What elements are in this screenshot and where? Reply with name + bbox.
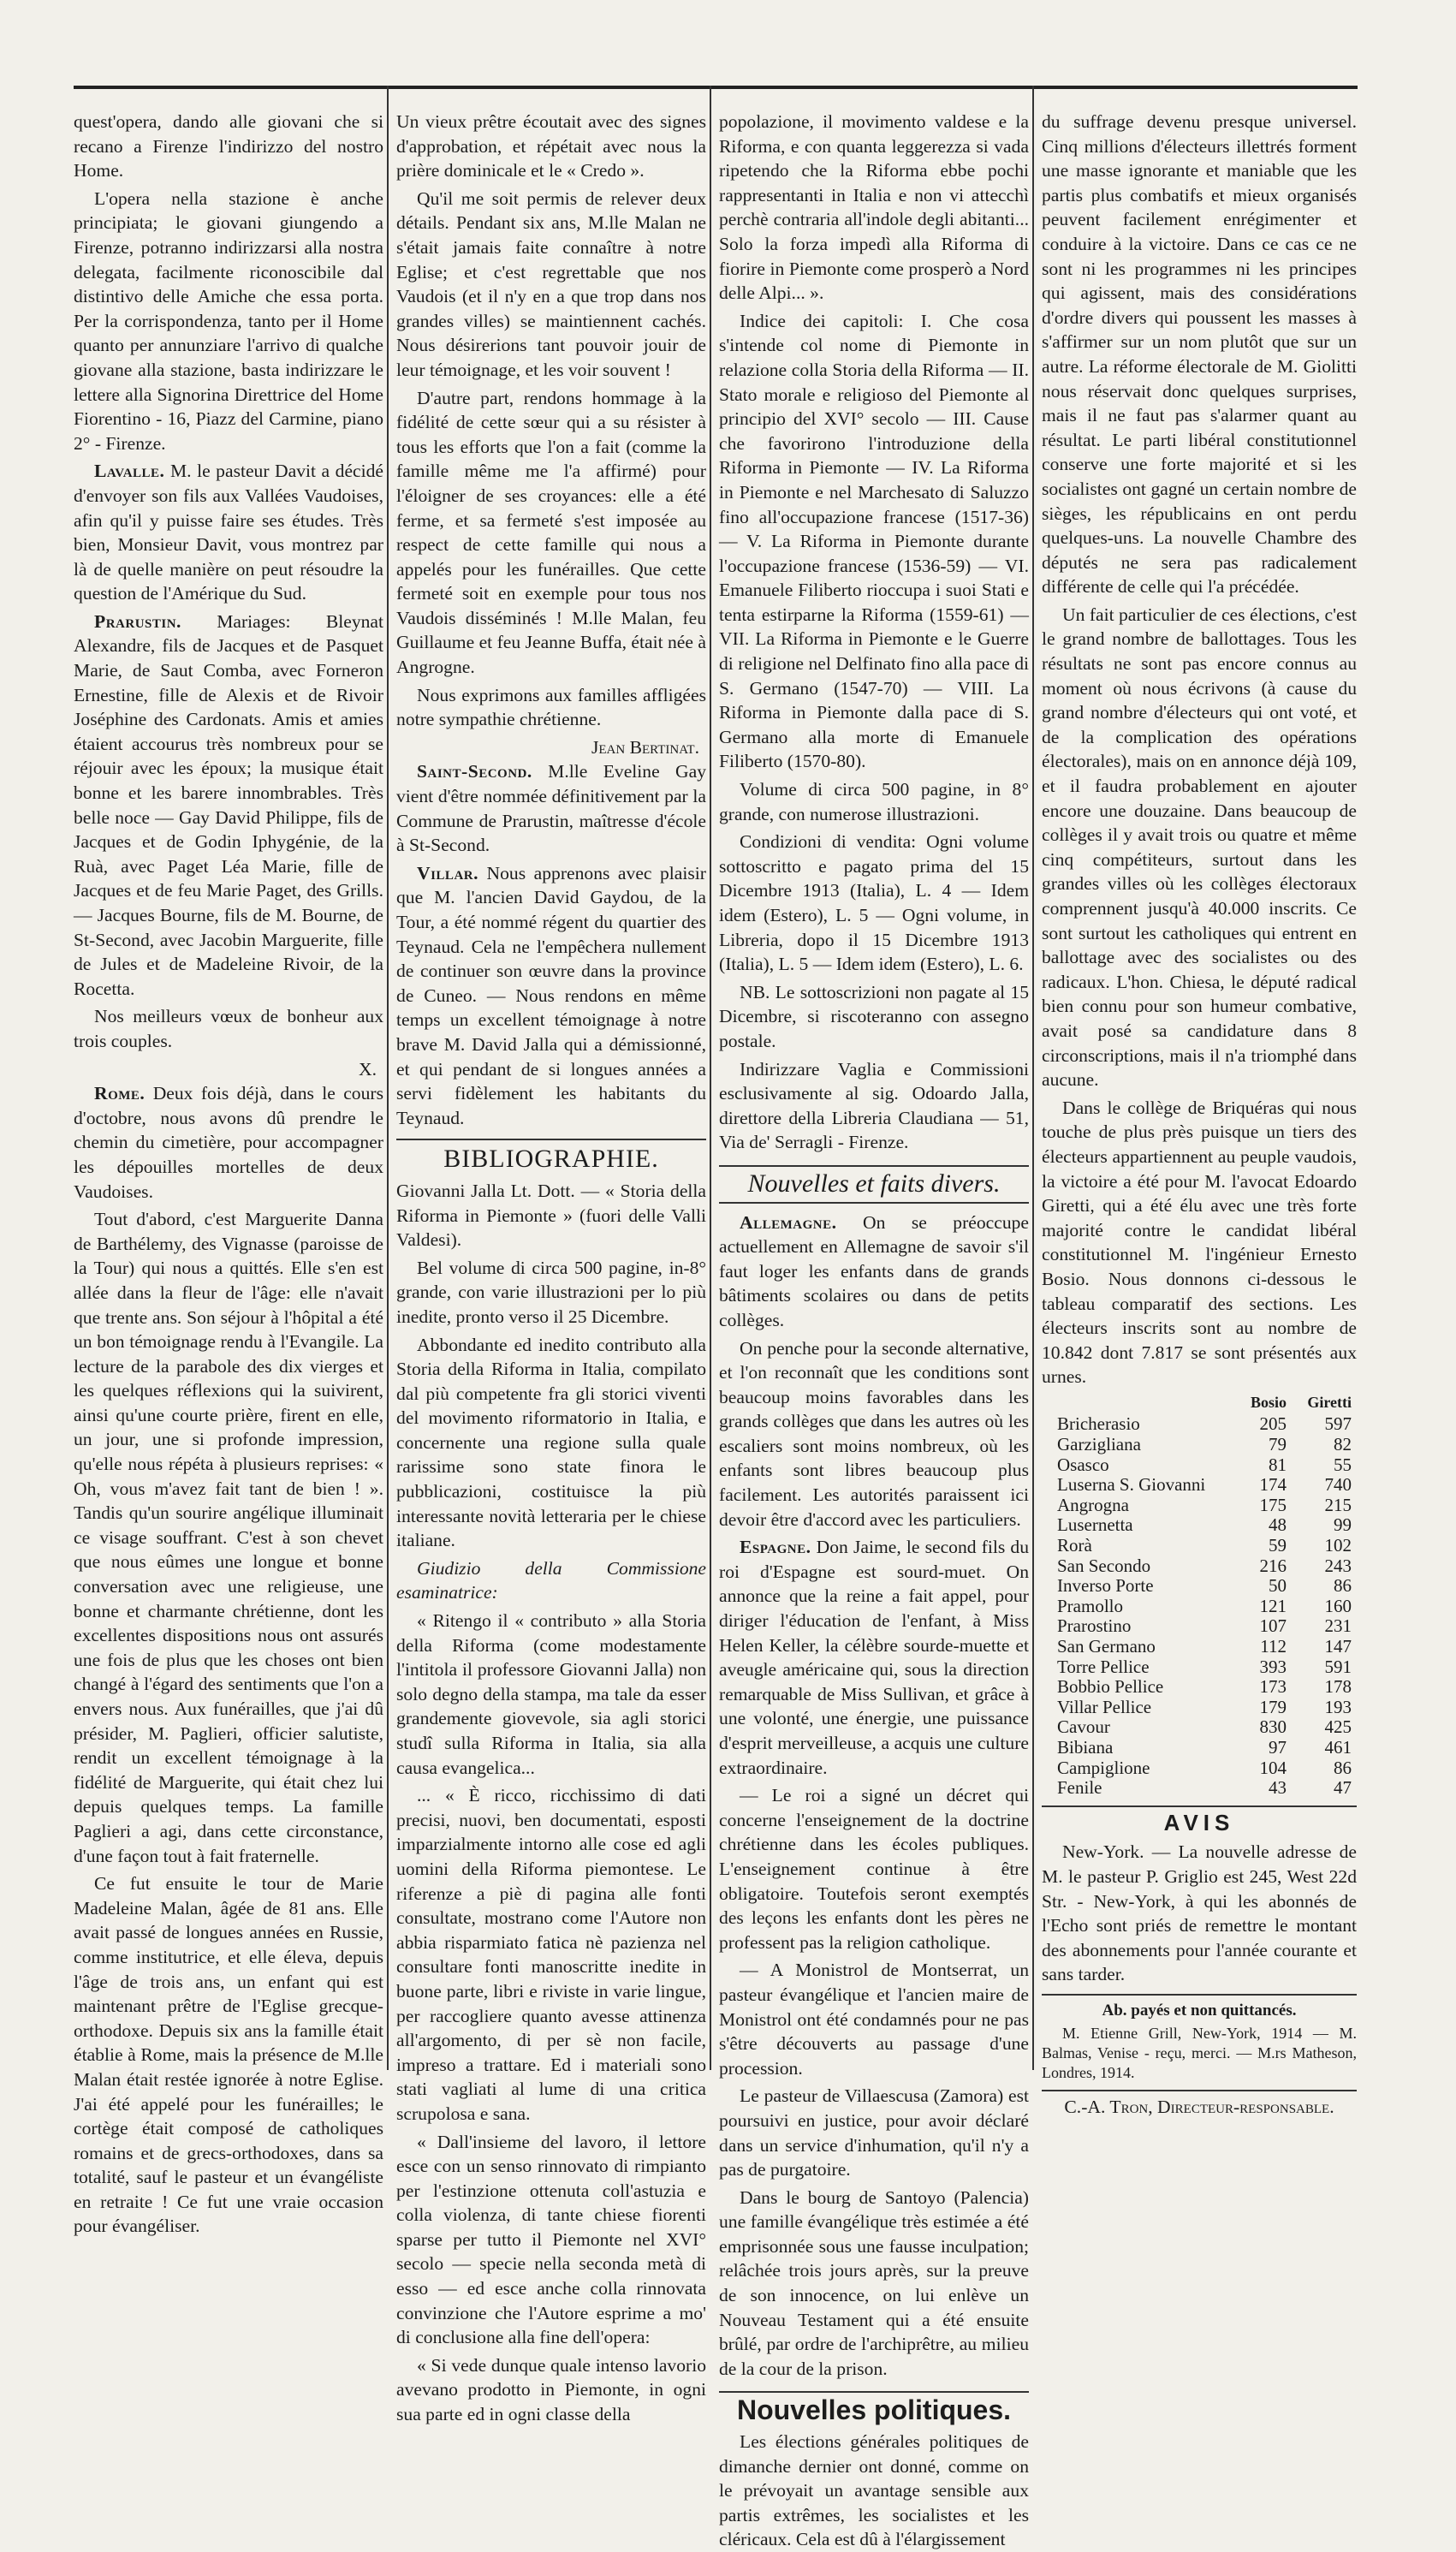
row-giretti: 597: [1324, 1413, 1352, 1435]
row-giretti: 82: [1334, 1434, 1352, 1455]
item-text: Don Jaime, le second fils du roi d'Espagne est sourd-muet. On annonce que la reine a fait appel, pour diriger l'éducation de l'enfant, à Miss Helen Keller, la célèbre sourde-muette et aveugle américaine qui, sous la direction remarquable de Miss Sullivan, et grâce à une volonté, une énergie, une puissance d'esprit merveilleuse, a acquis une culture extraordinaire.: [719, 1537, 1029, 1778]
row-giretti: 231: [1324, 1615, 1352, 1637]
paragraph: Giudizio della Commissione esaminatrice:: [396, 1557, 706, 1603]
table-row: [1042, 1637, 1357, 1657]
paragraph: Les élections générales politiques de dimanche dernier ont donné, comme on le prévoyait un avantage sensible aux partis extrêmes, les socialistes et les cléricaux. Cela est dû à l'élargissement: [719, 2431, 1029, 2550]
paragraph: NB. Le sottoscrizioni non pagate al 15 Dicembre, si riscoteranno con assegno postale.: [719, 981, 1029, 1051]
row-bosio: 216: [1259, 1555, 1287, 1576]
row-place: Osasco: [1057, 1454, 1109, 1475]
header-place: [1042, 1393, 1227, 1415]
row-place: Bibiana: [1057, 1736, 1114, 1758]
table-row: [1042, 1414, 1357, 1435]
row-giretti: 740: [1324, 1474, 1352, 1496]
paragraph: « Si vede dunque quale intenso lavorio avevano prodotto in Piemonte, in ogni sua parte ed in ogni classe della: [396, 2354, 706, 2425]
paragraph: Dans le collège de Briquéras qui nous touche de plus près puisque un tiers des électeurs appartiennent au peuple vaudois, la victoire a été pour M. l'avocat Edoardo Giretti, qui a été élu avec une très forte majorité contre le candidat libéral constitutionnel M. l'ingénieur Ernesto Bosio. Nous donnons ci-dessous le tableau comparatif des sections. Les électeurs inscrits sont au nombre de 10.842 dont 7.817 se sont présentés aux urnes.: [1042, 1097, 1357, 1388]
table-row: [1042, 1758, 1357, 1779]
credits-heading: Ab. payés et non quittancés.: [1042, 1994, 1357, 2024]
paragraph: « Ritengo il « contributo » alla Storia della Riforma (come modestamente l'intitola il professore Giovanni Jalla) non solo degno della stampa, ma tale da esser grandemente giovevole, sia agli storici studî sulla Riforma in Italia, sia alla causa evangelica...: [396, 1610, 706, 1778]
column-divider: [710, 86, 711, 2070]
paragraph: — A Monistrol de Montserrat, un pasteur évangélique et l'ancien maire de Monistrol ont été condamnés pour ne pas s'être découverts au passage d'une procession.: [719, 1960, 1029, 2079]
row-bosio: 79: [1269, 1434, 1287, 1455]
table-row: [1042, 1698, 1357, 1718]
header-giretti: Giretti: [1307, 1393, 1352, 1411]
item-lead: Villar.: [417, 862, 479, 883]
top-rule: [74, 86, 1358, 89]
row-giretti: 47: [1334, 1777, 1352, 1799]
column-divider: [1032, 86, 1034, 2070]
item-text: M. le pasteur Davit a décidé d'envoyer son fils aux Vallées Vaudoises, afin qu'il y puisse faire ses études. Très bien, Monsieur Davit, vous montrez par là de quelle manière on peut résoudre la question de l'Amérique du Sud.: [74, 461, 383, 604]
paragraph: L'opera nella stazione è anche principiata; le giovani giungendo a Firenze, potranno indirizzarsi alla nostra delegata, facilmente riconoscibile dal distintivo delle Amiche che essa porta. Per la corrispondenza, tanto per il Home quanto per annunziare l'arrivo di qualche giovane alla stazione, basta indirizzare le lettere alla Signorina Direttrice del Home Fiorentino - 16, Piazz del Carmine, piano 2° - Firenze.: [74, 187, 383, 454]
paragraph: Indirizzare Vaglia e Commissioni esclusivamente al sig. Odoardo Jalla, direttore della Libreria Claudiana — 51, Via de' Serragli - Firenze.: [719, 1058, 1029, 1153]
paragraph: Giovanni Jalla Lt. Dott. — « Storia della Riforma in Piemonte » (fuori delle Valli Valdesi).: [396, 1180, 706, 1251]
row-bosio: 179: [1259, 1696, 1287, 1717]
news-item-villar: [396, 861, 706, 1131]
paragraph: Un vieux prêtre écoutait avec des signes d'approbation, et répétait avec nous la prière dominicale et le « Credo ».: [396, 111, 706, 181]
item-text: Mariages: Bleynat Alexandre, fils de Jacques et de Pasquet Marie, de Saut Comba, avec Forneron Ernestine, fille de Alexis et de Rivoir Joséphine des Cardonats. Amis et amies étaient accourus très nombreux pour se réjouir avec les époux; la musique était bonne et les barere innombrables. Très belle noce — Gay David Philippe, fils de Jacques et de Godin Iphygénie, de la Ruà, avec Paget Léa Marie, fille de Jacques et de feu Marie Paget, des Grills. — Jacques Bourne, fils de M. Bourne, de St-Second, avec Jacobin Marguerite, fille de Jules et de Madeleine Rivoir, de la Rocetta.: [74, 610, 383, 999]
paragraph: Indice dei capitoli: I. Che cosa s'intende col nome di Piemonte in relazione colla Storia della Riforma — II. Stato morale e religioso del Piemonte al principio del XVI° secolo — III. Cause che favorirono l'introduzione della Riforma in Piemonte — IV. La Riforma in Piemonte e nel Marchesato di Saluzzo fino all'occupazione francese (1517-36) — V. La Riforma in Piemonte durante l'occupazione francese (1536-59) — VI. Emanuele Filiberto rioccupa i suoi Stati e tenta estirparne la Riforma (1559-61) — VII. La Riforma in Piemonte e le Guerre di religione nel Delfinato fino alla pace di S. Germano (1547-70) — VIII. La Riforma in Piemonte dalla pace di S. Germano alla morte di Emanuele Filiberto (1570-80).: [719, 310, 1029, 772]
column-2: [396, 110, 706, 2425]
row-giretti: 86: [1334, 1575, 1352, 1597]
news-item-espagne: [719, 1535, 1029, 1780]
item-lead: Prarustin.: [94, 610, 181, 632]
row-place: Angrogna: [1057, 1494, 1129, 1515]
paragraph: — Le roi a signé un décret qui concerne l'enseignement de la doctrine chrétienne dans les écoles publiques. L'enseignement continue à être obligatoire. Toutefois seront exemptés des leçons les enfants dont les pères ne professent pas la religion catholique.: [719, 1785, 1029, 1953]
paragraph: du suffrage devenu presque universel. Cinq millions d'électeurs illettrés forment une masse ignorante et maniable que les partis plus combatifs et mieux organisés peuvent facilement enrégimenter et conduire à la victoire. Dans ce cas ce ne sont ni les programmes ni les principes qui agissent, mais des considérations d'ordre divers qui poussent les masses à s'affirmer sur un nom plutôt que sur un autre. La réforme électorale de M. Giolitti nous réservait donc quelques surprises, mais il ne faut pas s'alarmer quant au résultat. Le parti libéral constitutionnel conserve une forte majorité et si les socialistes ont gagné un certain nombre de sièges, les républicains en ont perdu quelques-uns. La nouvelle Chambre des députés ne sera pas radicalement différente de celle qui l'a précédée.: [1042, 111, 1357, 598]
row-place: Fenile: [1057, 1777, 1102, 1799]
paragraph: New-York. — La nouvelle adresse de M. le pasteur P. Griglio est 245, West 22d Str. - New-York, à qui les abonnés de l'Echo sont priés de remettre le montant des abonnements pour l'année courante et sans tarder.: [1042, 1841, 1357, 1985]
row-place: Bobbio Pellice: [1057, 1676, 1164, 1698]
row-giretti: 160: [1324, 1595, 1352, 1616]
item-text: Nous apprenons avec plaisir que M. l'ancien David Gaydou, de la Tour, a été nommé régent du quartier des Teynaud. Cela ne l'empêchera nullement de continuer son œuvre dans la province de Cuneo. — Nous rendons en même temps un excellent témoignage à notre brave M. David Jalla qui a démissionné, et qui pendant de si longues années a servi fidèlement les habitants du Teynaud.: [396, 862, 706, 1128]
row-place: Inverso Porte: [1057, 1575, 1154, 1597]
paragraph: quest'opera, dando alle giovani che si recano a Firenze l'indirizzo del nostro Home.: [74, 111, 383, 181]
row-giretti: 215: [1324, 1494, 1352, 1515]
row-bosio: 175: [1259, 1494, 1287, 1515]
table-row: [1042, 1455, 1357, 1476]
section-heading-nouvelles: Nouvelles et faits divers.: [719, 1165, 1029, 1204]
row-place: Villar Pellice: [1057, 1696, 1152, 1717]
row-place: Garzigliana: [1057, 1434, 1141, 1455]
column-divider: [387, 86, 389, 2070]
table-row: [1042, 1475, 1357, 1496]
row-giretti: 86: [1334, 1757, 1352, 1778]
row-giretti: 102: [1324, 1535, 1352, 1556]
table-row: [1042, 1536, 1357, 1556]
news-item-allemagne: [719, 1211, 1029, 1333]
row-giretti: 243: [1324, 1555, 1352, 1576]
table-row: [1042, 1738, 1357, 1758]
paragraph: Nos meilleurs vœux de bonheur aux trois couples.: [74, 1006, 383, 1051]
paragraph: Le pasteur de Villaescusa (Zamora) est poursuivi en justice, pour avoir déclaré dans un service d'inhumation, qu'il n'y a pas de purgatoire.: [719, 2085, 1029, 2180]
row-giretti: 193: [1324, 1696, 1352, 1717]
row-giretti: 99: [1334, 1514, 1352, 1536]
table-row: [1042, 1576, 1357, 1597]
paragraph: popolazione, il movimento valdese e la Riforma, e con quanta leggerezza si vada ripetendo che la Riforma ebbe pochi rappresentanti in Italia e non vi attecchì perchè contraria all'indole degli abitanti... Solo la forza impedì alla Riforma di fiorire in Piemonte come prosperò a Nord delle Alpi... ».: [719, 111, 1029, 304]
row-place: Prarostino: [1057, 1615, 1132, 1637]
paragraph: Un fait particulier de ces élections, c'est le grand nombre de ballottages. Tous les résultats ne sont pas encore connus au moment où nous écrivons (à cause du grand nombre d'électeurs qui ont voté, et de la complication des opérations électorales), mais on en annonce déjà 109, et il faudra probablement en ajouter encore une douzaine. Dans beaucoup de collèges il y avait trois ou quatre et même cinq compétiteurs, surtout dans les grandes villes où les collèges électoraux comprennent jusqu'à 40.000 inscrits. Ce sont surtout les catholiques qui entrent en ballottage avec des socialistes ou des radicaux. L'hon. Chiesa, le député radical bien connu pour son humeur combative, avait posé sa candidature dans 8 circonscriptions, mais il n'a triomphé dans aucune.: [1042, 604, 1357, 1091]
row-giretti: 178: [1324, 1676, 1352, 1698]
table-row: [1042, 1657, 1357, 1678]
row-bosio: 393: [1259, 1656, 1287, 1677]
table-row: [1042, 1778, 1357, 1799]
row-place: San Germano: [1057, 1636, 1156, 1657]
item-text: Deux fois déjà, dans le cours d'octobre, nous avons dû prendre le chemin du cimetière, pour accompagner les dépouilles mortelles de deux Vaudoises.: [74, 1083, 383, 1202]
signature: X.: [359, 1058, 377, 1080]
row-place: Lusernetta: [1057, 1514, 1133, 1536]
table-row: [1042, 1677, 1357, 1698]
paragraph: Abbondante ed inedito contributo alla Storia della Riforma in Italia, compilato dal più competente fra gli storici viventi del movimento riformatorio in Italia, e concernente una regione sulla quale rarissime sono state finora le pubblicazioni, costituisce la più interessante novità letteraria per le chiese italiane.: [396, 1334, 706, 1551]
paragraph: Dans le bourg de Santoyo (Palencia) une famille évangélique très estimée a été emprisonnée sous une fausse inculpation; relâchée trois jours après, sur la preuve de son innocence, on lui enlève un Nouveau Testament qui a été ensuite brûlé, par ordre de l'archiprêtre, au milieu de la cour de la prison.: [719, 2186, 1029, 2379]
row-giretti: 55: [1334, 1454, 1352, 1475]
row-place: Cavour: [1057, 1716, 1110, 1738]
row-place: Bricherasio: [1057, 1413, 1140, 1435]
table-header-row: [1042, 1393, 1357, 1415]
signature: Jean Bertinat.: [591, 736, 699, 758]
paragraph: Volume di circa 500 pagine, in 8° grande, con numerose illustrazioni.: [719, 779, 1029, 824]
row-bosio: 174: [1259, 1474, 1287, 1496]
row-bosio: 830: [1259, 1716, 1287, 1738]
section-heading-avis: AVIS: [1042, 1805, 1357, 1835]
paragraph: Nous exprimons aux familles affligées notre sympathie chrétienne.: [396, 684, 706, 730]
item-text: M.lle Eveline Gay vient d'être nommée définitivement par la Commune de Prarustin, maîtresse d'école à St-Second.: [396, 761, 706, 856]
item-text: On se préoccupe actuellement en Allemagne de savoir s'il faut loger les enfants dans de grands bâtiments scolaires ou dans de petits collèges.: [719, 1211, 1029, 1330]
table-row: [1042, 1496, 1357, 1516]
paragraph: Qu'il me soit permis de relever deux détails. Pendant six ans, M.lle Malan ne s'était jamais faite connaître à notre Eglise; et c'est regrettable que nos Vaudois (et il n'y en a que trop dans nos grandes villes) se maintiennent cachés. Nous désirerions tant pouvoir jouir de leur témoignage, et les voir souvent !: [396, 187, 706, 380]
table-row: [1042, 1435, 1357, 1455]
paragraph: Ce fut ensuite le tour de Marie Madeleine Malan, âgée de 81 ans. Elle avait passé de longues années en Russie, comme institutrice, et elle éleva, depuis l'âge de trois ans, un enfant qui est maintenant prêtre de l'Eglise grecque-orthodoxe. Depuis six ans la famille était établie à Rome, mais la présence de M.lle Malan était restée ignorée à notre Eglise. J'ai été appelé pour les funérailles; le cortège était composé de catholiques romains et de grecs-orthodoxes, dans sa totalité, sauf le pasteur et un évangéliste en retraite ! Ce fut une vraie occasion pour évangéliser.: [74, 1873, 383, 2237]
row-giretti: 425: [1324, 1716, 1352, 1738]
editor-line: C.-A. Tron, Directeur-responsable.: [1042, 2090, 1357, 2120]
column-3: [719, 110, 1029, 2550]
credits-text: M. Etienne Grill, New-York, 1914 — M. Balmas, Venise - reçu, merci. — M.rs Matheson, Londres, 1914.: [1042, 2024, 1357, 2081]
news-item-prarustin: [74, 610, 383, 1002]
row-place: Luserna S. Giovanni: [1057, 1474, 1206, 1496]
row-place: San Secondo: [1057, 1555, 1151, 1576]
paragraph: D'autre part, rendons hommage à la fidélité de cette sœur qui a su résister à tous les efforts que l'on a fait (comme la famille même me l'a affirmé) pour l'éloigner de ses croyances: elle a été ferme, et sa fermeté s'est imposée au respect de cette famille qui nous a appelés pour les funérailles. Que cette fermeté soit en exemple pour tous nos Vaudois disséminés ! M.lle Malan, feu Guillaume et feu Jeanne Buffa, était née à Angrogne.: [396, 387, 706, 678]
row-place: Rorà: [1057, 1535, 1092, 1556]
item-lead: Allemagne.: [740, 1211, 837, 1233]
paragraph: On penche pour la seconde alternative, et l'on reconnaît que les conditions sont beaucoup moins favorables dans les grands collèges que dans les autres où les escaliers sont moins nombreux, où les enfants sont libres beaucoup plus facilement. Les autorités paraissent ici devoir être d'accord avec les particuliers.: [719, 1337, 1029, 1530]
table-row: [1042, 1597, 1357, 1617]
paragraph: ... « È ricco, ricchissimo di dati precisi, nuovi, ben documentati, esposti imparzialmente intorno alle cose ed agli uomini della Riforma piemontese. Le riferenze a piè di pagina alle fonti consultate, mostrano come l'Autore non abbia risparmiato fatica nè pazienza nel consultare fonti manoscritte inedite in buone parte, libri e riviste in varie lingue, per raccogliere quanto avesse attinenza all'argomento, di per sè non facile, impreso a trattare. Ed i materiali sono stati vagliati al lume di una critica scrupolosa e sana.: [396, 1785, 706, 2124]
row-bosio: 104: [1259, 1757, 1287, 1778]
news-item-rome: [74, 1081, 383, 1204]
row-bosio: 81: [1269, 1454, 1287, 1475]
section-heading-bibliographie: BIBLIOGRAPHIE.: [396, 1139, 706, 1172]
row-place: Torre Pellice: [1057, 1656, 1150, 1677]
news-item-saint-second: [396, 759, 706, 857]
paragraph: « Dall'insieme del lavoro, il lettore esce con un senso rinnovato di rimpianto per l'estinzione ottenuta coll'astuzia e colla violenza, di tante chiese fiorenti sparse per tutto il Piemonte nel XVI° secolo — specie nella seconda metà di esso — ed esce anche colla rinnovata convinzione che l'Autore esprime a mo' di conclusione alla fine dell'opera:: [396, 2131, 706, 2348]
row-bosio: 50: [1269, 1575, 1287, 1597]
table-row: [1042, 1717, 1357, 1738]
row-bosio: 121: [1259, 1595, 1287, 1616]
table-row: [1042, 1616, 1357, 1637]
item-lead: Rome.: [94, 1083, 146, 1104]
row-giretti: 147: [1324, 1636, 1352, 1657]
row-bosio: 43: [1269, 1777, 1287, 1799]
row-bosio: 59: [1269, 1535, 1287, 1556]
row-bosio: 48: [1269, 1514, 1287, 1536]
item-lead: Saint-Second.: [417, 761, 532, 782]
table-body: [1042, 1414, 1357, 1798]
column-1: [74, 110, 383, 2237]
row-bosio: 173: [1259, 1676, 1287, 1698]
item-lead: Espagne.: [740, 1537, 811, 1558]
paragraph: Bel volume di circa 500 pagine, in-8° grande, con varie illustrazioni per lo più inedite, pronto verso il 25 Dicembre.: [396, 1257, 706, 1327]
row-bosio: 107: [1259, 1615, 1287, 1637]
paragraph: Condizioni di vendita: Ogni volume sottoscritto e pagato prima del 15 Dicembre 1913 (Italia), L. 4 — Idem idem (Estero), L. 5 — Ogni volume, in Libreria, dopo il 15 Dicembre 1913 (Italia), L. 5 — Idem idem (Estero), L. 6.: [719, 831, 1029, 975]
row-place: Campiglione: [1057, 1757, 1150, 1778]
row-giretti: 461: [1324, 1736, 1352, 1758]
item-lead: Lavalle.: [94, 461, 165, 482]
header-bosio: Bosio: [1250, 1393, 1287, 1411]
election-results-table: [1042, 1393, 1357, 1799]
table-row: [1042, 1556, 1357, 1577]
row-place: Pramollo: [1057, 1595, 1123, 1616]
row-bosio: 205: [1259, 1413, 1287, 1435]
section-heading-politiques: Nouvelles politiques.: [719, 2391, 1029, 2423]
paragraph: Tout d'abord, c'est Marguerite Danna de Barthélemy, des Vignasse (paroisse de la Tour) qui nous a quittés. Elle s'en est allée dans la fleur de l'âge: elle n'avait que trente ans. Son séjour à l'hôpital a été un bon témoignage rendu à l'Evangile. La lecture de la parabole des dix vierges et les quelques réflexions qui la suivirent, ainsi qu'une courte prière, firent en elle, un jour, une si profonde impression, qu'elle nous répéta à plusieurs reprises: « Oh, vous m'avez fait tant de bien ! ». Tandis qu'un sourire angélique illuminait ce visage souffrant. C'est à son chevet que nous eûmes une longue et bonne conversation avec une religieuse, une bonne et charmante chrétienne, dont les excellentes dispositions nous ont assurés une fois de plus que les choses ont bien changé à l'égard des sentiments que l'on a envers nous. Aux funérailles, que j'ai dû présider, M. Paglieri, officier salutiste, rendit un excellent témoignage à la fidélité de Marguerite, qui était chez lui depuis quelques temps. La famille Paglieri a agi, dans cette circonstance, d'une façon tout à fait fraternelle.: [74, 1209, 383, 1866]
table-row: [1042, 1515, 1357, 1536]
row-bosio: 112: [1260, 1636, 1287, 1657]
news-item-lavalle: [74, 459, 383, 606]
row-bosio: 97: [1269, 1736, 1287, 1758]
column-4: [1042, 110, 1357, 2117]
row-giretti: 591: [1324, 1656, 1352, 1677]
